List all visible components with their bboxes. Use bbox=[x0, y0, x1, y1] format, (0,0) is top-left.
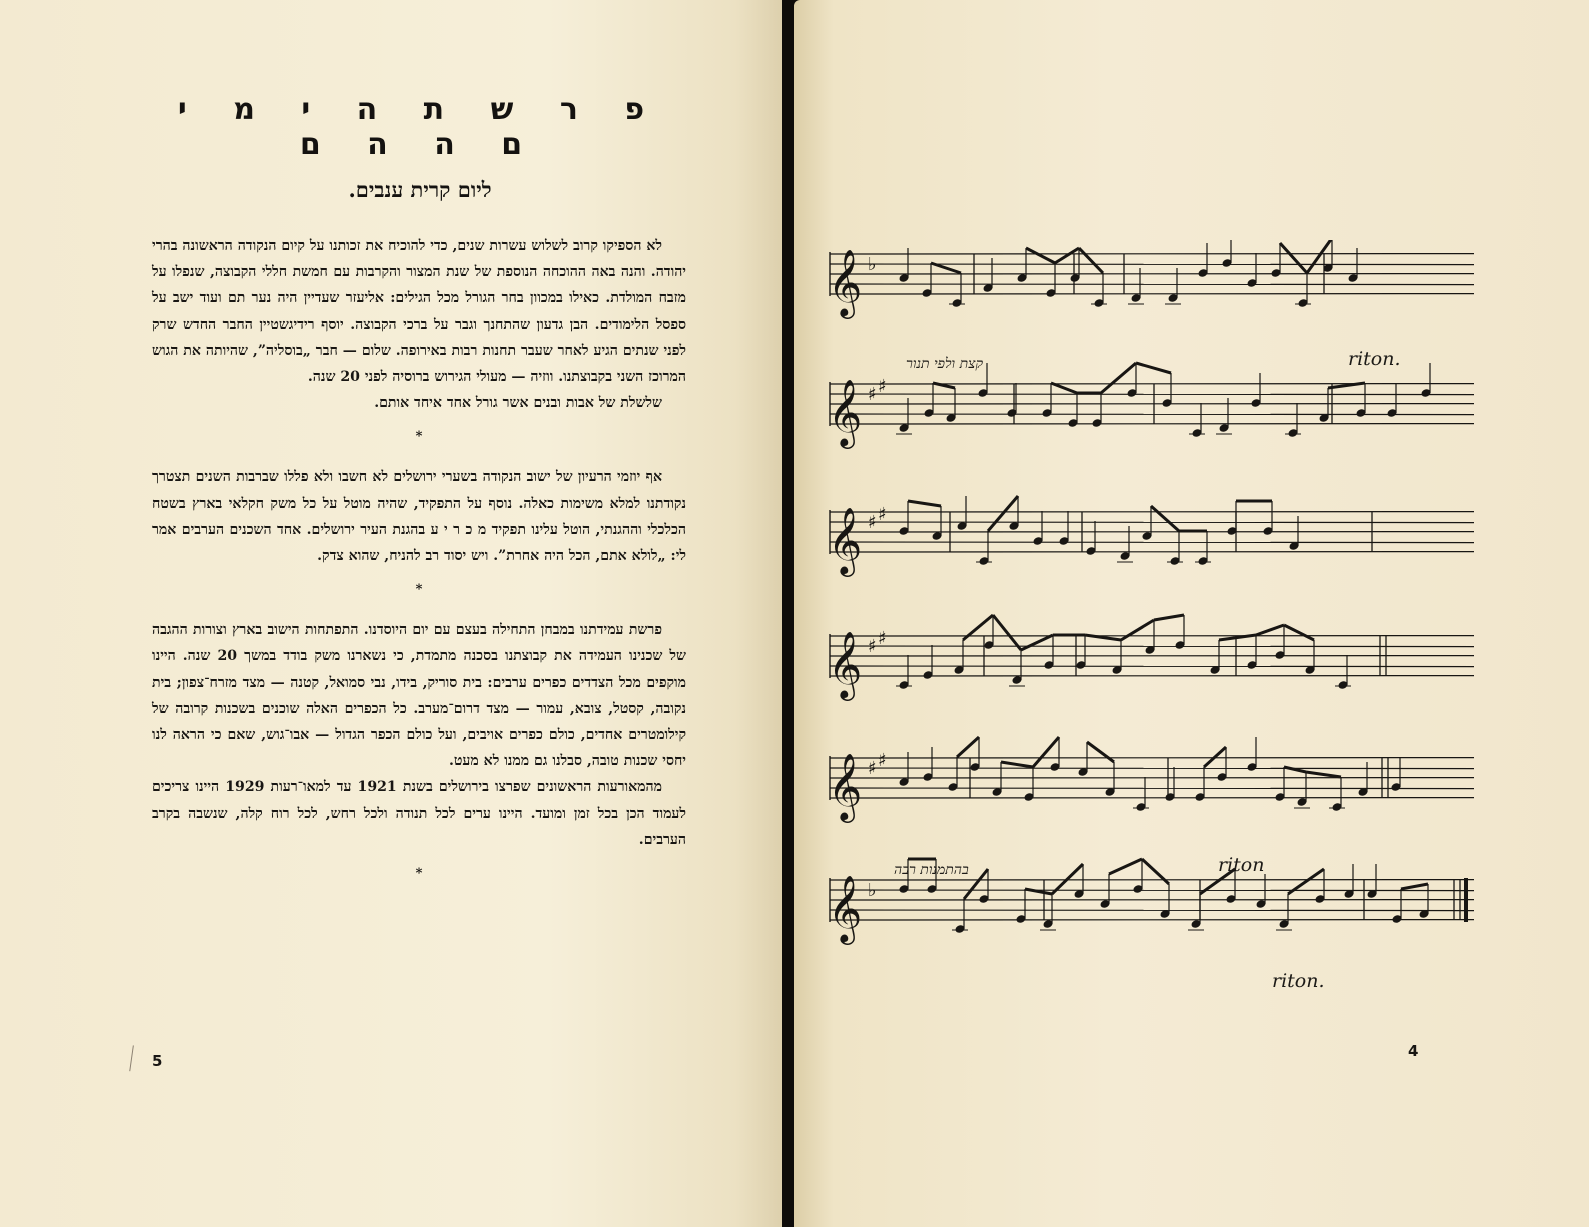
paragraph: פרשת עמידתנו במבחן התחילה בעצם עם יום היוסדנו. התפתחות הישוב בארץ וצורות ההגבה של שכנינו העמידה את קבוצתנו בסכנה מתמדת, כי נשארנו משק בודד במשך 20 שנה. היינו מוקפים מכל הצדדים כפרים ערבים: בית סוריק, בידו, נבי סמואל, קטנה — מצד מזרח־צפון; בית נקובה, קסטל, צובא, עמור — מצד דרום־מערב. כל הכפרים האלה שוכנים בשכנות קרובה של קילומטרים אחדים, כולם כפרים אויבים, ועל כולם הכפר הגדול — אבו־גוש, שאם כי הראה לנו יחסי שכנות טובה, סבלנו גם ממנו לא מעט. bbox=[152, 622, 687, 770]
beam bbox=[957, 737, 979, 757]
beam bbox=[1087, 742, 1114, 762]
page-number: 5 bbox=[152, 1052, 163, 1070]
section-separator: * bbox=[415, 582, 423, 598]
page-title: פ ר ש ת ה י מ י ם ה ה ם bbox=[177, 92, 663, 162]
staff-line bbox=[830, 768, 1474, 769]
beam bbox=[1101, 363, 1136, 393]
page-number: 4 bbox=[1408, 1042, 1419, 1060]
beam bbox=[1284, 767, 1306, 772]
key-signature-icon: ♭ bbox=[868, 254, 877, 275]
key-signature-icon: ♯ bbox=[868, 636, 877, 657]
beam bbox=[1051, 383, 1077, 393]
treble-clef-icon: 𝄞 bbox=[828, 248, 863, 316]
treble-clef-icon: 𝄞 bbox=[828, 506, 863, 574]
page-subtitle: ליום קרית ענבים. bbox=[348, 177, 492, 202]
key-signature-icon: ♭ bbox=[868, 880, 877, 901]
beam bbox=[1033, 737, 1059, 767]
treble-clef-icon: 𝄞 bbox=[828, 378, 863, 446]
left-page bbox=[0, 0, 782, 1227]
key-signature-icon: ♯ bbox=[868, 758, 877, 779]
beam bbox=[908, 501, 941, 506]
beam bbox=[993, 615, 1021, 650]
ritard-annotation: riton. bbox=[1272, 970, 1325, 992]
treble-clef-icon: 𝄞 bbox=[828, 874, 863, 942]
beam bbox=[1280, 243, 1307, 273]
beam bbox=[1052, 864, 1083, 894]
key-signature-icon: ♯ bbox=[868, 384, 877, 405]
beam bbox=[1401, 884, 1428, 889]
beam bbox=[1136, 363, 1171, 373]
beam bbox=[1121, 620, 1154, 640]
paragraph: מהמאורעות הראשונים שפרצו בירושלים בשנת 1921 עד למאו־רעות 1929 היינו צריכים לעמוד הכן בכל זמן ומועד. היינו ערים לכל תנודה ולכל רחש, לכל רוח קלה, שנשבה בקרב הערבים. bbox=[152, 779, 686, 848]
key-signature-icon: ♯ bbox=[868, 512, 877, 533]
staff-line bbox=[830, 910, 1474, 911]
beam bbox=[1154, 615, 1184, 620]
staff-line bbox=[830, 394, 1474, 395]
beam bbox=[1021, 635, 1053, 650]
hebrew-tempo-note: קצת ולפי תנור bbox=[906, 356, 983, 372]
beam bbox=[1026, 248, 1055, 263]
beam bbox=[1079, 248, 1103, 273]
staff-line bbox=[830, 522, 1474, 523]
hebrew-tempo-note: בהתמנות רבה bbox=[894, 862, 969, 878]
beam bbox=[1109, 859, 1142, 874]
paragraph: לא הספיקו קרוב לשלוש עשרות שנים, כדי להוכיח את זכותנו על קיום הנקודה הראשונה בהרי יהודה. והנה באה ההוכחה הנוספת של שנת המצור והקרבות עם חמשת חללי הקבוצה, שנפלו על מזבח המולדת. כאילו במכוון בחר הגורל מכל הגילים: אליעזר שעדיין היה נער תם ועוד ישב על ספסל הלימודים. הבן גדעון שהתחנך וגבר על ברכי הקבוצה. יוסף רידיגשטיין החבר החדש שרק לפני שנתים הגיע לאחר שעבר תחנות רבות באירופה. שלום — חבר „בוסליה”, שהיותה את הגוש המרוכז השני בקבוצתנו. ווזיה — מעולי הגירוש ברוסיה לפני 20 שנה. bbox=[152, 238, 686, 386]
beam bbox=[1055, 248, 1079, 263]
right-page bbox=[794, 0, 1589, 1227]
beam bbox=[1256, 625, 1284, 635]
key-signature-icon: ♯ bbox=[878, 376, 887, 397]
staff-line bbox=[830, 666, 1474, 667]
staff-line bbox=[830, 788, 1474, 789]
beam bbox=[1151, 506, 1179, 531]
staff-line bbox=[830, 890, 1474, 891]
book-spine bbox=[782, 0, 794, 1227]
body-text bbox=[152, 233, 686, 901]
section-separator: * bbox=[415, 429, 423, 445]
key-signature-icon: ♯ bbox=[878, 750, 887, 771]
treble-clef-icon: 𝄞 bbox=[828, 630, 863, 698]
key-signature-icon: ♯ bbox=[878, 504, 887, 525]
beam bbox=[1284, 625, 1314, 640]
paragraph: שלשלת של אבות ובנים אשר גורל אחד איחד אותם. bbox=[374, 395, 662, 412]
key-signature-icon: ♯ bbox=[878, 628, 887, 649]
ritard-annotation: riton bbox=[1218, 854, 1265, 876]
staff-line bbox=[830, 542, 1474, 543]
staff-line bbox=[830, 264, 1474, 265]
staff-line bbox=[830, 284, 1474, 285]
pencil-mark bbox=[129, 1045, 144, 1072]
beam bbox=[1306, 772, 1341, 777]
section-separator: * bbox=[415, 866, 423, 882]
paragraph: אף יוזמי הרעיון של ישוב הנקודה בשערי ירושלים לא חשבו ולא פללו שברבות השנים תצטרך נקודתנו למלא משימות כאלה. נוסף על התפקיד, שהיה מוטל על כל משק חקלאי בארץ בשטח הכלכלי וההגנתי, הוטל עלינו תפקיד מ כ ר י ע בהגנת העיר ירושלים. אחד השכנים הערבים אמר לי: „לולא אתם, הכל היה אחרת”. ויש יסוד רב להניח, שהוא צדק. bbox=[152, 469, 686, 565]
beam bbox=[1001, 762, 1033, 767]
beam bbox=[1204, 747, 1226, 767]
ritard-annotation: riton. bbox=[1348, 348, 1401, 370]
treble-clef-icon: 𝄞 bbox=[828, 752, 863, 820]
